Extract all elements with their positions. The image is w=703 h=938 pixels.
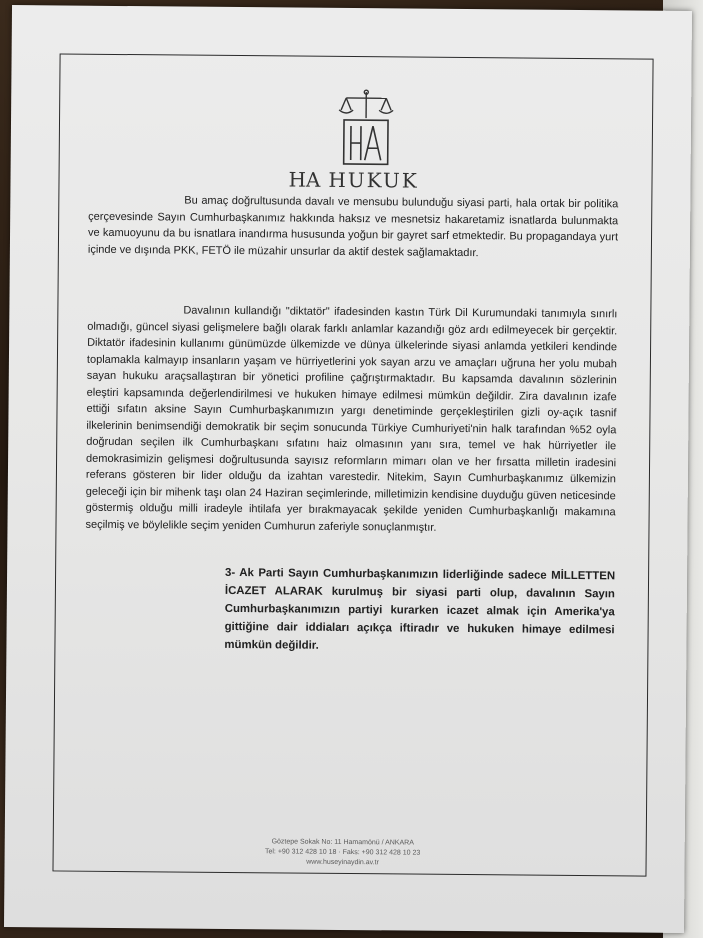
paragraph-2: Davalının kullandığı "diktatör" ifadesinden kastın Türk Dil Kurumundaki tanımıyla sınırlı olmadığı, güncel siyasi gelişmelere bağlı olarak farklı anlamlar kazandığı göz ardı edilmeyecek bir gerçektir. Diktatör ifadesinin kullanımı günümüzde ülkemizde ve dünya ülkelerinde siyasi anlamda yetkileri kendinde toplamakla kalmayıp insanların yaşam ve hürriyetlerini yok sayan arzu ve amaçları uğruna her yolu mubah sayan hukuku araçsallaştıran bir yönetici profiline çağrıştırmaktadır. Bu kapsamda davalının sözlerinin eleştiri kapsamında değerlendirilmesi ve hukuken himaye edilmesi mümkün değildir. Zira davalının izafe ettiği sıfatın aksine Sayın Cumhurbaşkanımızın yargı denetiminde gerçekleştirilen gizli oy-açık tasnif ilkelerinin benimsendiği demokratik bir seçim sonucunda Türkiye Cumhuriyeti'nin halk tarafından %52 oyla doğrudan seçilen ilk Cumhurbaşkanı sıfatını haiz olmasının yanı sıra, temel ve hak hürriyetler ile demokrasimizin gelişmesi doğrultusunda sayısız reformların mimarı olan ve her fırsatta milletin iradesini referans gösteren bir lider olduğu da izahtan varestedir. Nitekim, Sayın Cumhurbaşkanımız ülkemizin geleceği için bir mihenk taşı olan 24 Haziran seçimlerinde, milletimizin kendisine duyduğu güven neticesinde göstermiş olduğu milli iradeyle ihtilafa yer bırakmayacak şekilde yeniden Cumhurbaşkanlığı makamına seçilmiş ve böylelikle seçim yeniden Cumhurun zaferiyle sonuçlanmıştır. [85,304,618,534]
document-body [84,192,618,658]
document-page [4,5,692,933]
footer-website: www.huseyinaydin.av.tr [306,858,379,867]
firm-title: HUKUK [328,167,419,193]
paragraph-1: Bu amaç doğrultusunda davalı ve mensubu bulunduğu siyasi parti, hala ortak bir politika çerçevesinde Sayın Cumhurbaşkanımız hakkında haksız ve mesnetsiz hakaretamiz isnatlarda bulunmakta ve kamuoyunu da bu isnatlara inandırma hususunda yoğun bir gayret sarf etmektedir. Bu propagandaya yurt içinde ve dışında PKK, FETÖ ile müzahir unsurlar da aktif destek sağlamaktadır. [87,194,619,259]
firm-name [288,167,448,192]
clause-3: 3- Ak Parti Sayın Cumhurbaşkanımızın liderliğinde sadece MİLLETTEN İCAZET ALARAK kurulmuş bir siyasi parti olup, davalının Sayın Cumhurbaşkanımızın partiyi kurarken icazet almak için Amerika'ya gittiğine dair iddiaları açıkça iftiradır ve hukuken himaye edilmesi mümkün değildir. [224,566,616,652]
firm-initials: HA [288,167,321,192]
footer-phone-fax: Tel: +90 312 428 10 18 · Faks: +90 312 428 10 23 [264,848,421,857]
footer-address: Göztepe Sokak No: 11 Hamamönü / ANKARA [271,838,414,847]
letterhead-footer [193,837,493,870]
scales-of-justice-logo-icon [336,88,397,169]
